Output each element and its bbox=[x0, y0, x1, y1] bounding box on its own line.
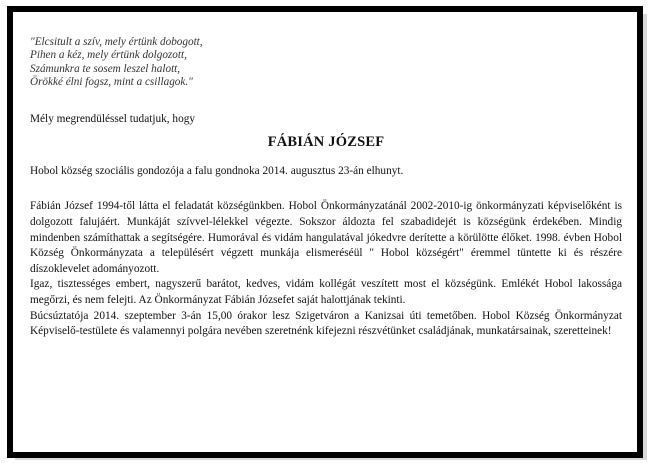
paragraph: Búcsúztatója 2014. szeptember 3-án 15,00 órakor lesz Szigetváron a Kanizsai úti temetőben. Hobol Község Önkormányzat Képviselő-testülete és valamennyi polgára nevében szeretnénk kifejezni részvétünket családjának, munkatársainak, szeretteinek! bbox=[30, 309, 622, 338]
death-notice: Hobol község szociális gondozója a falu gondnoka 2014. augusztus 23-án elhunyt. bbox=[30, 164, 404, 177]
intro-text: Mély megrendüléssel tudatjuk, hogy bbox=[30, 112, 196, 125]
poem-line: Pihen a kéz, mely értünk dolgozott, bbox=[30, 49, 187, 62]
poem-line: "Elcsitult a szív, mely értünk dobogott, bbox=[30, 36, 203, 48]
memorial-poem bbox=[30, 36, 622, 90]
obituary-frame bbox=[7, 6, 643, 458]
paragraph: Fábián József 1994-től látta el feladatát községünkben. Hobol Önkormányzatánál 2002-2010-ig önkormányzati képviselőként is dolgozott falujáért. Munkáját szívvel-lélekkel végezte. Sokszor áldozta fel szabadidejét is községünk érdekében. Mindig mindenben számíthattak a segítségére. Humorával és vidám hangulatával jókedvre derítette a körülötte élőket. 1998. évben Hobol Község Önkormányzata a településért végzett munkája elismeréséül " Hobol községért" éremmel tüntette ki és részére díszoklevelet adományozott. bbox=[30, 200, 622, 275]
poem-line: Örökké élni fogsz, mint a csillagok." bbox=[30, 76, 193, 89]
poem-line: Számunkra te sosem leszel halott, bbox=[30, 62, 181, 75]
obituary-body bbox=[30, 199, 622, 339]
paragraph: Igaz, tisztességes embert, nagyszerű barátot, kedves, vidám kollégát veszített most el községünk. Emlékét Hobol lakossága megőrzi, és nem felejti. Az Önkormányzat Fábián Józsefet saját halottjának tekinti. bbox=[30, 278, 622, 306]
obituary-content bbox=[30, 36, 622, 340]
deceased-name: FÁBIÁN JÓZSEF bbox=[267, 134, 385, 151]
